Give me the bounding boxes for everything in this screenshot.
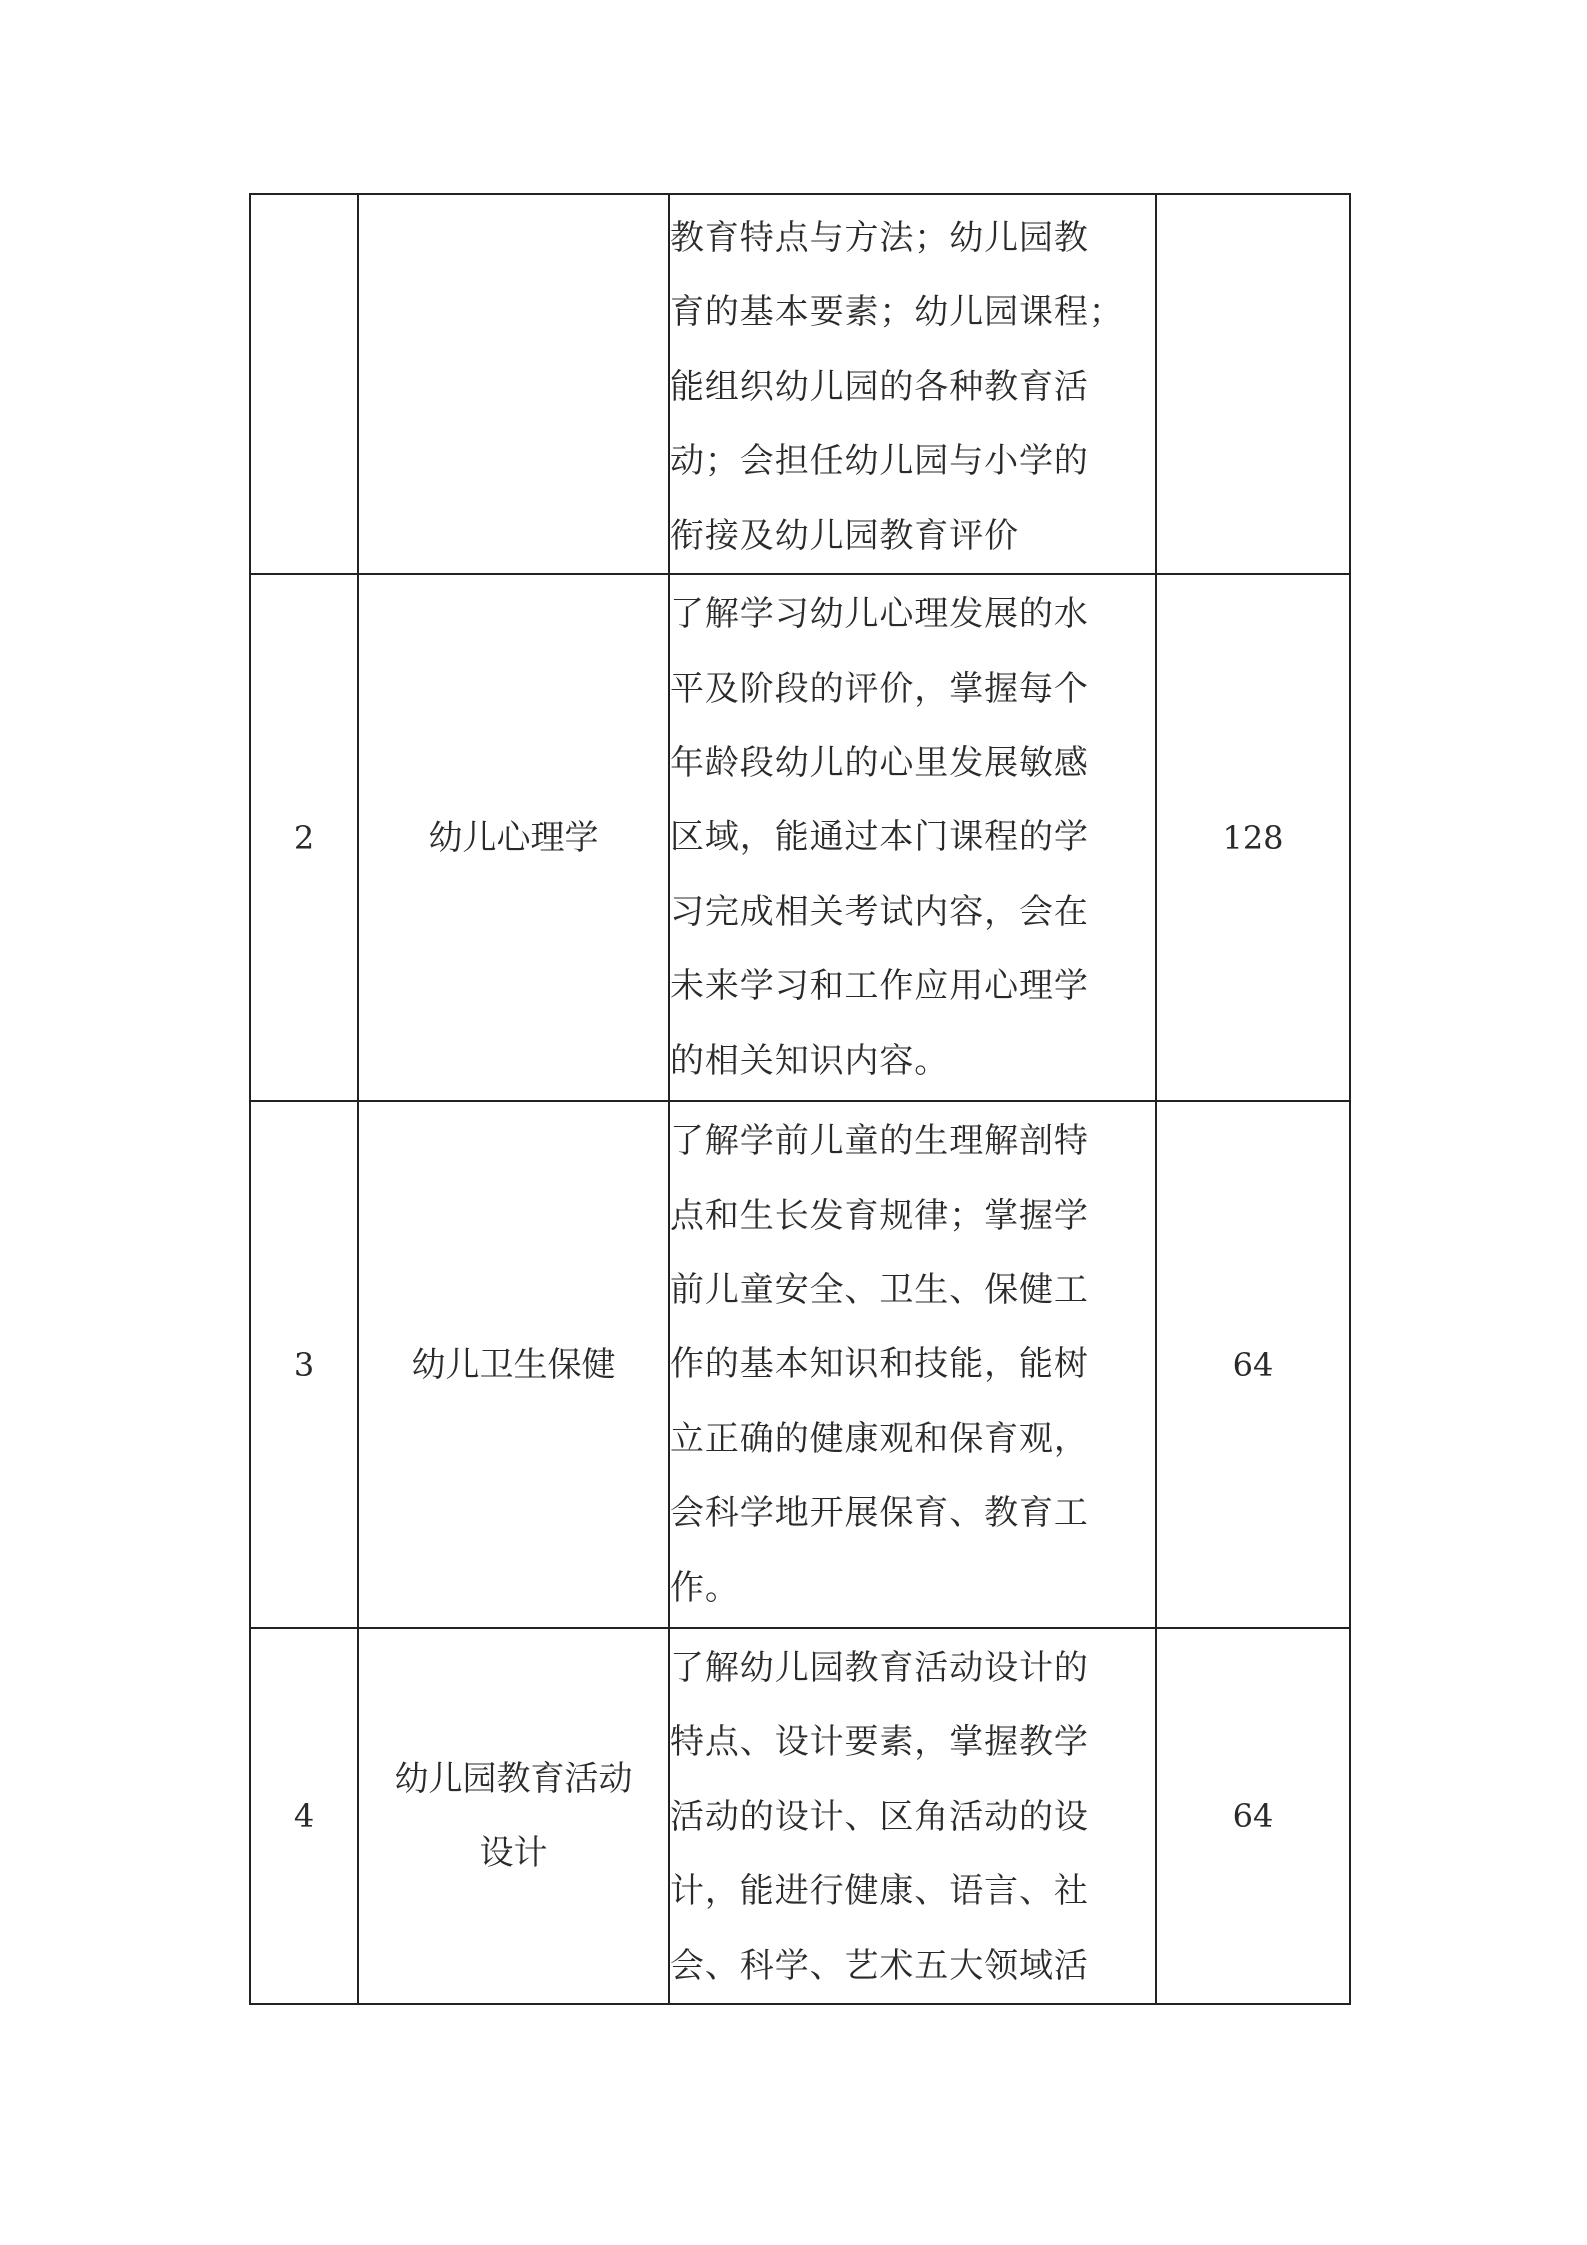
course-description-cell: [669, 574, 1156, 1101]
row-number-cell: 3: [250, 1101, 358, 1628]
course-name-cell: [358, 1628, 669, 2004]
course-hours-cell: 64: [1156, 1101, 1350, 1628]
description-line: 特点、设计要素，掌握教学: [670, 1722, 1089, 1763]
course-name-cell: 幼儿卫生保健: [358, 1101, 669, 1628]
description-line: 立正确的健康观和保育观，: [670, 1418, 1089, 1459]
description-line: 活动的设计、区角活动的设: [670, 1796, 1089, 1837]
row-number-cell: [250, 194, 358, 574]
course-table: [249, 193, 1351, 2005]
description-line: 作的基本知识和技能，能树: [670, 1344, 1089, 1385]
row-number-cell: 2: [250, 574, 358, 1101]
course-name-cell: 幼儿心理学: [358, 574, 669, 1101]
description-line: 平及阶段的评价，掌握每个: [670, 668, 1089, 709]
table-row: [250, 574, 1350, 1101]
description-line: 未来学习和工作应用心理学: [670, 966, 1089, 1007]
description-line: 教育特点与方法；幼儿园教: [670, 218, 1089, 258]
description-line: 习完成相关考试内容，会在: [670, 891, 1089, 932]
course-description-cell: [669, 1628, 1156, 2004]
course-name-line: 设计: [479, 1833, 548, 1874]
description-line: 区域，能通过本门课程的学: [670, 817, 1089, 858]
course-name-cell: [358, 194, 669, 574]
description-line: 了解学前儿童的生理解剖特: [670, 1121, 1089, 1162]
course-hours-cell: 128: [1156, 574, 1350, 1101]
description-line: 了解学习幼儿心理发展的水: [670, 594, 1089, 635]
description-line: 作。: [670, 1567, 740, 1608]
description-line: 能组织幼儿园的各种教育活: [670, 366, 1089, 407]
description-line: 了解幼儿园教育活动设计的: [670, 1648, 1089, 1689]
description-line: 计，能进行健康、语言、社: [670, 1871, 1089, 1912]
description-line: 会科学地开展保育、教育工: [670, 1493, 1089, 1534]
course-hours-cell: 64: [1156, 1628, 1350, 2004]
description-line: 年龄段幼儿的心里发展敏感: [670, 742, 1089, 783]
course-hours-cell: [1156, 194, 1350, 574]
description-line: 衔接及幼儿园教育评价: [670, 515, 1019, 556]
description-line: 育的基本要素；幼儿园课程；: [670, 292, 1124, 333]
course-description-cell: [669, 194, 1156, 574]
description-line: 前儿童安全、卫生、保健工: [670, 1269, 1089, 1310]
row-number-cell: 4: [250, 1628, 358, 2004]
description-line: 的相关知识内容。: [670, 1040, 950, 1081]
table-row: [250, 194, 1350, 574]
description-line: 点和生长发育规律；掌握学: [670, 1195, 1089, 1236]
description-line: 动；会担任幼儿园与小学的: [670, 441, 1089, 482]
course-name-line: 幼儿园教育活动: [394, 1759, 633, 1800]
course-description-cell: [669, 1101, 1156, 1628]
table-row: [250, 1101, 1350, 1628]
table-row: [250, 1628, 1350, 2004]
description-line: 会、科学、艺术五大领域活: [670, 1945, 1089, 1986]
